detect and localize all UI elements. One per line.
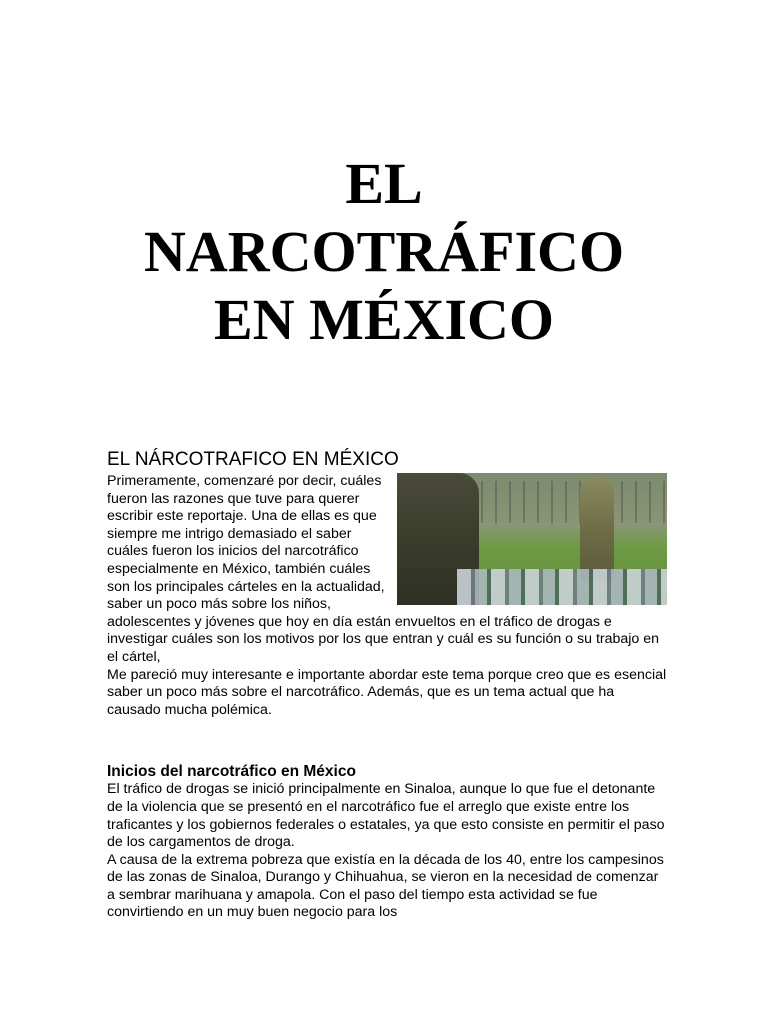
subsection-heading: Inicios del narcotráfico en México — [107, 763, 356, 781]
document-body — [107, 447, 667, 922]
intro-paragraph-2: Me pareció muy interesante e importante abordar este tema porque creo que es esencial saber un poco más sobre el narcotráfico. Además, que es un tema actual que ha causado mucha polémica. — [107, 666, 667, 718]
photo-drug-packages — [457, 569, 667, 605]
origins-paragraph-1: El tráfico de drogas se inició principalmente en Sinaloa, aunque lo que fue el detonante de la violencia que se presentó en el narcotráfico fue el arreglo que existe entre los traficantes y los gobiernos federales o estatales, ya que esto consiste en permitir el paso de los cargamentos de droga. — [107, 781, 665, 851]
cover-title-line-3: EN MÉXICO — [214, 287, 554, 352]
cover-title-line-1: EL — [345, 151, 423, 216]
cover-title-line-2: NARCOTRÁFICO — [143, 219, 625, 284]
photo-soldier-right — [580, 477, 614, 581]
origins-paragraph-2: A causa de la extrema pobreza que existía en la década de los 40, entre los campesinos de las zonas de Sinaloa, Durango y Chihuahua, se vieron en la necesidad de comenzar a sembrar marihuana y amapola. Con el paso del tiempo esta actividad se fue convirtiendo en un muy buen negocio para los — [107, 851, 664, 921]
cover-title — [0, 150, 768, 354]
section-heading: EL NÁRCOTRAFICO EN MÉXICO — [107, 449, 399, 470]
intro-paragraph-1: Primeramente, comenzaré por decir, cuáles fueron las razones que tuve para querer escribir este reportaje. Una de ellas es que siempre me intrigo demasiado el saber cuáles fueron los inicios del narcotráfico especialmente en México, también cuáles son los principales cárteles en la actualidad, saber un poco más sobre los niños, adolescentes y jóvenes que hoy en día están envueltos en el tráfico de drogas e investigar cuáles son los motivos por los que entran y cuál es su función o su trabajo en el cártel, — [107, 473, 660, 665]
soldiers-drug-seizure-photo — [397, 473, 667, 605]
intro-section — [107, 473, 667, 719]
section-spacer — [107, 719, 667, 763]
